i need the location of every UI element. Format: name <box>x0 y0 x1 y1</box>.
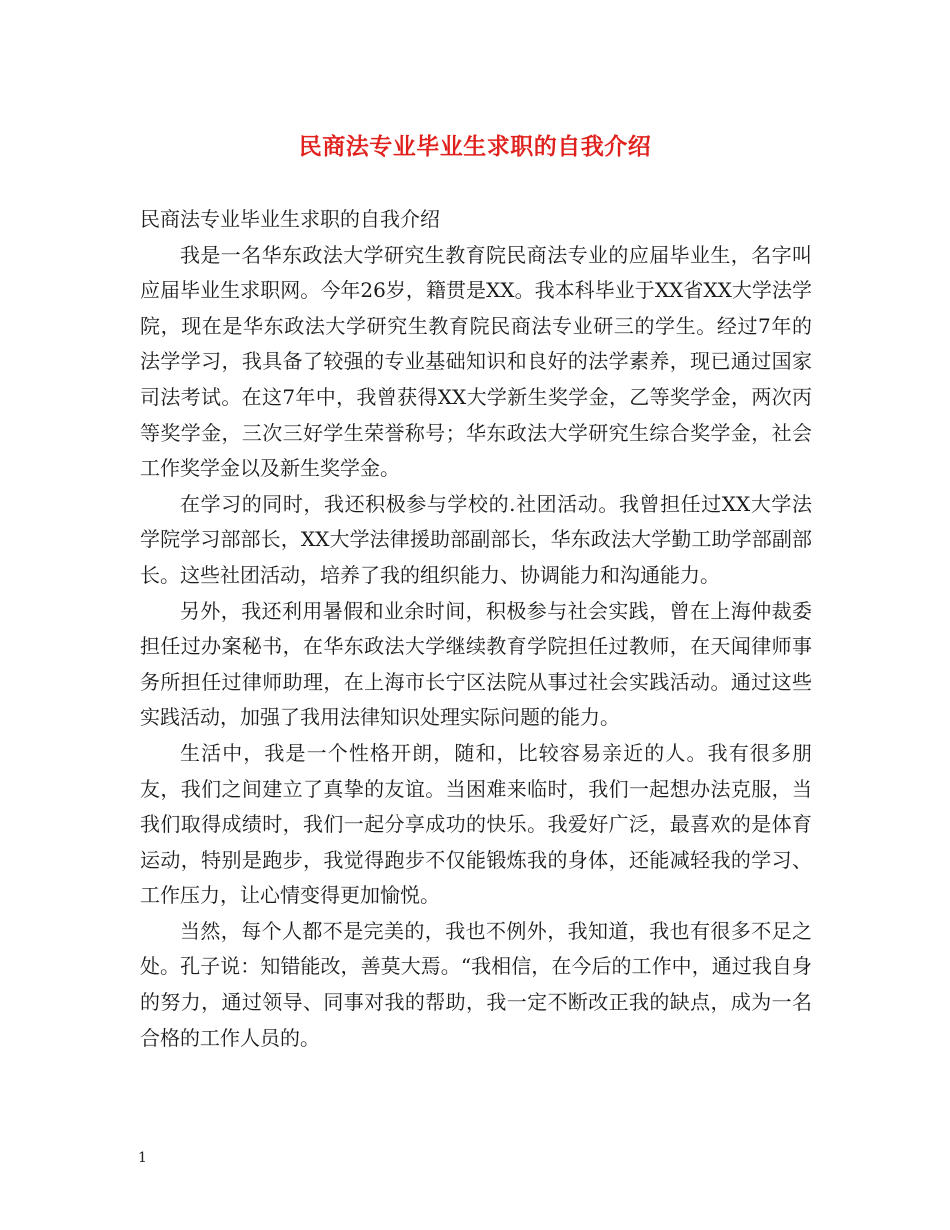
document-body <box>140 202 812 1056</box>
document-title: 民商法专业毕业生求职的自我介绍 <box>298 133 652 160</box>
paragraph-conclusion: 当然，每个人都不是完美的，我也不例外，我知道，我也有很多不足之处。孔子说：知错能改，善莫大焉。“我相信，在今后的工作中，通过我自身的努力，通过领导、同事对我的帮助，我一定不断改正我的缺点，成为一名合格的工作人员的。 <box>140 918 812 1050</box>
paragraph-club-activities: 在学习的同时，我还积极参与学校的.社团活动。我曾担任过XX大学法学院学习部部长，XX大学法律援助部副部长，华东政法大学勤工助学部副部长。这些社团活动，培养了我的组织能力、协调能力和沟通能力。 <box>140 491 812 587</box>
paragraph-social-practice: 另外，我还利用暑假和业余时间，积极参与社会实践，曾在上海仲裁委担任过办案秘书，在华东政法大学继续教育学院担任过教师，在天闻律师事务所担任过律师助理，在上海市长宁区法院从事过社会实践活动。通过这些实践活动，加强了我用法律知识处理实际问题的能力。 <box>140 598 812 730</box>
document-subtitle: 民商法专业毕业生求职的自我介绍 <box>140 207 440 231</box>
paragraph-introduction: 我是一名华东政法大学研究生教育院民商法专业的应届毕业生，名字叫应届毕业生求职网。今年26岁，籍贯是XX。我本科毕业于XX省XX大学法学院，现在是华东政法大学研究生教育院民商法专业研三的学生。经过7年的法学学习，我具备了较强的专业基础知识和良好的法学素养，现已通过国家司法考试。在这7年中，我曾获得XX大学新生奖学金，乙等奖学金，两次丙等奖学金，三次三好学生荣誉称号；华东政法大学研究生综合奖学金，社会工作奖学金以及新生奖学金。 <box>140 242 812 481</box>
paragraph-personal-life: 生活中，我是一个性格开朗，随和，比较容易亲近的人。我有很多朋友，我们之间建立了真挚的友谊。当困难来临时，我们一起想办法克服，当我们取得成绩时，我们一起分享成功的快乐。我爱好广泛，最喜欢的是体育运动，特别是跑步，我觉得跑步不仅能锻炼我的身体，还能减轻我的学习、工作压力，让心情变得更加愉悦。 <box>140 740 812 908</box>
page-number: 1 <box>138 1150 147 1166</box>
